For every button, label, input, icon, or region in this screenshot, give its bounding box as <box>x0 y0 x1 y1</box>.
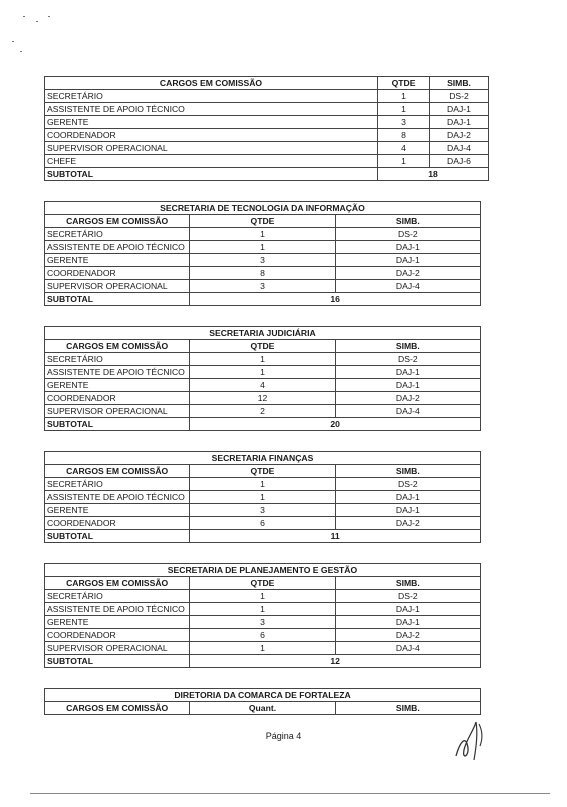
table-row <box>45 629 481 642</box>
cell-cargo: SECRETÁRIO <box>45 90 378 103</box>
cell-cargo: GERENTE <box>45 379 190 392</box>
cell-simb: DAJ-2 <box>335 267 480 280</box>
cell-qtde: 1 <box>190 366 335 379</box>
table-row <box>45 603 481 616</box>
cell-simb: DAJ-2 <box>335 392 480 405</box>
cell-qtde: 12 <box>190 392 335 405</box>
table-row <box>45 280 481 293</box>
table-row <box>45 616 481 629</box>
header-simb: SIMB. <box>335 340 480 353</box>
cell-cargo: SUPERVISOR OPERACIONAL <box>45 280 190 293</box>
cell-cargo: COORDENADOR <box>45 517 190 530</box>
cell-qtde: 6 <box>190 629 335 642</box>
table-row <box>45 155 489 168</box>
header-cargo: CARGOS EM COMISSÃO <box>45 465 190 478</box>
cell-qtde: 3 <box>378 116 430 129</box>
cell-qtde: 2 <box>190 405 335 418</box>
table-row <box>45 405 481 418</box>
positions-table <box>44 688 481 715</box>
cell-qtde: 8 <box>190 267 335 280</box>
cell-simb: DAJ-1 <box>430 103 489 116</box>
cell-qtde: 1 <box>190 241 335 254</box>
header-cargo: CARGOS EM COMISSÃO <box>45 215 190 228</box>
subtotal-label: SUBTOTAL <box>45 655 190 668</box>
cell-cargo: SECRETÁRIO <box>45 590 190 603</box>
subtotal-label: SUBTOTAL <box>45 293 190 306</box>
subtotal-value: 18 <box>378 168 489 181</box>
table-title-row <box>45 452 481 465</box>
cell-simb: DAJ-4 <box>335 405 480 418</box>
cell-qtde: 4 <box>378 142 430 155</box>
header-cargo: CARGOS EM COMISSÃO <box>45 702 190 715</box>
header-qtde: QTDE <box>190 465 335 478</box>
cell-cargo: GERENTE <box>45 254 190 267</box>
cell-cargo: SUPERVISOR OPERACIONAL <box>45 405 190 418</box>
cell-simb: DAJ-2 <box>430 129 489 142</box>
cell-simb: DAJ-1 <box>335 491 480 504</box>
subtotal-label: SUBTOTAL <box>45 530 190 543</box>
header-simb: SIMB. <box>430 77 489 90</box>
page-footer: Página 4 <box>265 731 302 741</box>
subtotal-row <box>45 418 481 431</box>
table-header-row <box>45 702 481 715</box>
table-row <box>45 504 481 517</box>
header-cargo: CARGOS EM COMISSÃO <box>45 340 190 353</box>
table-title-row <box>45 327 481 340</box>
table-header-row <box>45 340 481 353</box>
cell-qtde: 1 <box>190 590 335 603</box>
table-title: SECRETARIA FINANÇAS <box>45 452 481 465</box>
table-row <box>45 478 481 491</box>
subtotal-row <box>45 293 481 306</box>
cell-qtde: 3 <box>190 254 335 267</box>
table-row <box>45 590 481 603</box>
header-simb: SIMB. <box>335 702 480 715</box>
header-simb: SIMB. <box>335 577 480 590</box>
positions-table <box>44 563 481 668</box>
subtotal-value: 12 <box>190 655 481 668</box>
cell-qtde: 4 <box>190 379 335 392</box>
table-header-row <box>45 215 481 228</box>
cell-simb: DAJ-1 <box>335 603 480 616</box>
cell-cargo: SECRETÁRIO <box>45 478 190 491</box>
cell-qtde: 1 <box>378 155 430 168</box>
table-header-row <box>45 465 481 478</box>
table-title: SECRETARIA JUDICIÁRIA <box>45 327 481 340</box>
cell-cargo: GERENTE <box>45 616 190 629</box>
cell-simb: DAJ-1 <box>430 116 489 129</box>
cell-qtde: 1 <box>190 642 335 655</box>
cell-simb: DS-2 <box>335 228 480 241</box>
cell-cargo: ASSISTENTE DE APOIO TÉCNICO <box>45 241 190 254</box>
table-row <box>45 103 489 116</box>
cell-simb: DS-2 <box>335 353 480 366</box>
header-cargo: CARGOS EM COMISSÃO <box>45 77 378 90</box>
table-title: SECRETARIA DE PLANEJAMENTO E GESTÃO <box>45 564 481 577</box>
table-header-row <box>45 77 489 90</box>
cell-simb: DAJ-4 <box>430 142 489 155</box>
header-qtde: QTDE <box>190 215 335 228</box>
cell-cargo: CHEFE <box>45 155 378 168</box>
cell-simb: DAJ-6 <box>430 155 489 168</box>
cell-qtde: 8 <box>378 129 430 142</box>
header-qtde: QTDE <box>190 577 335 590</box>
table-row <box>45 129 489 142</box>
scan-speck <box>12 41 14 42</box>
cell-cargo: COORDENADOR <box>45 129 378 142</box>
cell-qtde: 3 <box>190 616 335 629</box>
cell-cargo: GERENTE <box>45 504 190 517</box>
cell-simb: DAJ-1 <box>335 254 480 267</box>
table-row <box>45 142 489 155</box>
scan-speck <box>20 51 22 52</box>
handwritten-signature <box>452 712 492 764</box>
cell-cargo: ASSISTENTE DE APOIO TÉCNICO <box>45 603 190 616</box>
cell-simb: DAJ-2 <box>335 517 480 530</box>
table-row <box>45 254 481 267</box>
cell-simb: DAJ-1 <box>335 504 480 517</box>
table-title: SECRETARIA DE TECNOLOGIA DA INFORMAÇÃO <box>45 202 481 215</box>
subtotal-row <box>45 530 481 543</box>
table-row <box>45 517 481 530</box>
scan-speck <box>23 16 25 17</box>
table-title-row <box>45 202 481 215</box>
cell-cargo: SECRETÁRIO <box>45 228 190 241</box>
subtotal-label: SUBTOTAL <box>45 168 378 181</box>
cell-simb: DAJ-1 <box>335 379 480 392</box>
cell-cargo: ASSISTENTE DE APOIO TÉCNICO <box>45 103 378 116</box>
cell-qtde: 1 <box>190 491 335 504</box>
table-title: DIRETORIA DA COMARCA DE FORTALEZA <box>45 689 481 702</box>
cell-simb: DS-2 <box>430 90 489 103</box>
cell-cargo: ASSISTENTE DE APOIO TÉCNICO <box>45 366 190 379</box>
cell-qtde: 3 <box>190 504 335 517</box>
table-row <box>45 379 481 392</box>
positions-table <box>44 451 481 543</box>
positions-table <box>44 326 481 431</box>
table-row <box>45 241 481 254</box>
cell-qtde: 6 <box>190 517 335 530</box>
cell-qtde: 1 <box>190 228 335 241</box>
table-row <box>45 353 481 366</box>
cell-simb: DS-2 <box>335 590 480 603</box>
cell-qtde: 1 <box>190 353 335 366</box>
subtotal-value: 16 <box>190 293 481 306</box>
table-row <box>45 366 481 379</box>
cell-qtde: 3 <box>190 280 335 293</box>
table-row <box>45 392 481 405</box>
scan-speck <box>48 16 50 17</box>
page-bottom-rule <box>30 793 550 794</box>
header-qtde: QTDE <box>190 340 335 353</box>
cell-cargo: SECRETÁRIO <box>45 353 190 366</box>
header-simb: SIMB. <box>335 465 480 478</box>
subtotal-label: SUBTOTAL <box>45 418 190 431</box>
positions-table <box>44 76 489 181</box>
cell-qtde: 1 <box>190 603 335 616</box>
table-header-row <box>45 577 481 590</box>
scan-speck <box>36 21 38 22</box>
cell-cargo: COORDENADOR <box>45 267 190 280</box>
cell-cargo: SUPERVISOR OPERACIONAL <box>45 142 378 155</box>
cell-simb: DAJ-4 <box>335 280 480 293</box>
cell-simb: DS-2 <box>335 478 480 491</box>
table-row <box>45 228 481 241</box>
cell-cargo: ASSISTENTE DE APOIO TÉCNICO <box>45 491 190 504</box>
subtotal-row <box>45 168 489 181</box>
cell-cargo: GERENTE <box>45 116 378 129</box>
cell-simb: DAJ-4 <box>335 642 480 655</box>
cell-qtde: 1 <box>190 478 335 491</box>
table-row <box>45 116 489 129</box>
cell-simb: DAJ-2 <box>335 629 480 642</box>
cell-cargo: COORDENADOR <box>45 392 190 405</box>
positions-table <box>44 201 481 306</box>
table-row <box>45 642 481 655</box>
table-title-row <box>45 689 481 702</box>
cell-qtde: 1 <box>378 103 430 116</box>
table-row <box>45 491 481 504</box>
cell-simb: DAJ-1 <box>335 366 480 379</box>
table-row <box>45 267 481 280</box>
header-cargo: CARGOS EM COMISSÃO <box>45 577 190 590</box>
subtotal-row <box>45 655 481 668</box>
subtotal-value: 11 <box>190 530 481 543</box>
cell-qtde: 1 <box>378 90 430 103</box>
subtotal-value: 20 <box>190 418 481 431</box>
cell-cargo: COORDENADOR <box>45 629 190 642</box>
cell-simb: DAJ-1 <box>335 616 480 629</box>
cell-cargo: SUPERVISOR OPERACIONAL <box>45 642 190 655</box>
cell-simb: DAJ-1 <box>335 241 480 254</box>
header-simb: SIMB. <box>335 215 480 228</box>
table-row <box>45 90 489 103</box>
header-qtde: Quant. <box>190 702 335 715</box>
table-title-row <box>45 564 481 577</box>
header-qtde: QTDE <box>378 77 430 90</box>
